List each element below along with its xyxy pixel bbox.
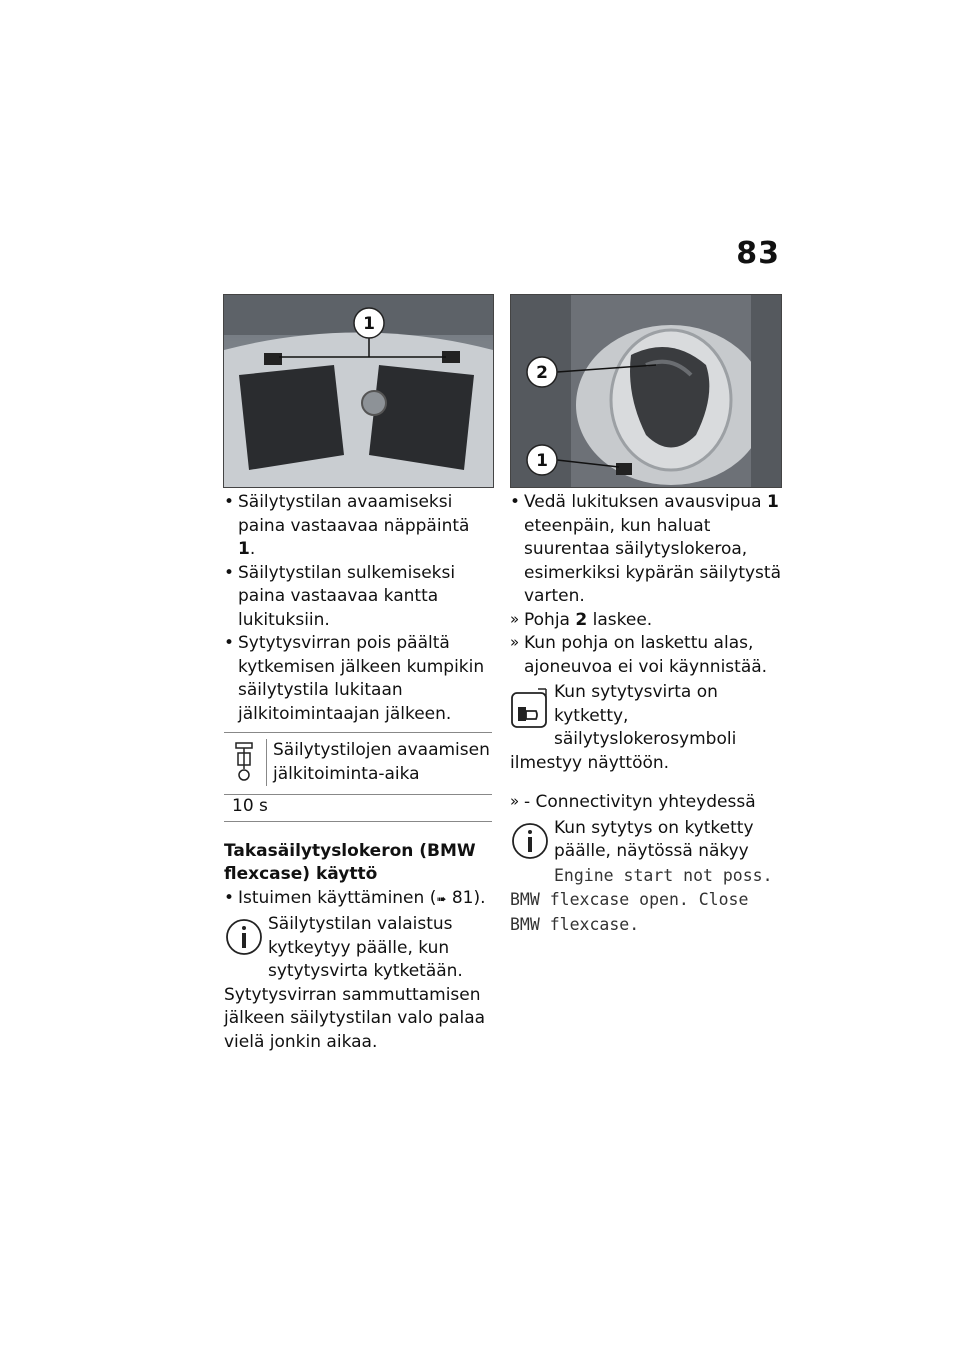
result-item: » Kun pohja on laskettu alas, ajoneuvoa ei voi käynnistää. — [510, 633, 768, 677]
list-item: • Vedä lukituksen avausvipua 1 eteenpäin, kun haluat suurentaa säilytyslokeroa, esimerkiksi kypärän säilytystä varten. — [510, 492, 781, 606]
bullet-icon: • — [224, 562, 235, 583]
section-title: Takasäilytyslokeron (BMW flexcase) käyttö — [224, 840, 476, 884]
result-arrow-icon: » — [510, 633, 520, 651]
photo-storage-buttons-illustration — [224, 295, 493, 487]
bullet-icon: • — [224, 492, 235, 512]
bullet-icon: • — [510, 492, 521, 512]
page-reference-link[interactable]: 81 — [451, 887, 474, 908]
page-number: 83 — [736, 236, 780, 271]
spec-value: 10 s — [224, 794, 492, 821]
bullet-icon: • — [224, 887, 235, 908]
result-item: » Pohja 2 laskee. — [510, 609, 653, 630]
figure-label: 1 — [536, 451, 548, 471]
info-icon — [510, 821, 550, 867]
figure-label: 2 — [536, 363, 548, 383]
figure-label: 1 — [363, 314, 375, 334]
list-item: • Sytytysvirran pois päältä kytkemisen jälkeen kumpikin säilytystila lukitaan jälkitoimintaajan jälkeen. — [224, 633, 485, 724]
flexcase-display-icon — [510, 685, 550, 731]
info-note: Kun sytytys on kytketty päälle, näytössä näkyy Engine start not poss. BMW flexcase open. Close BMW flexcase. — [510, 817, 773, 934]
photo-flexcase — [510, 294, 782, 488]
technical-data-icon — [224, 739, 266, 785]
paragraph: Sytytysvirran sammuttamisen jälkeen säilytystilan valo palaa vielä jonkin aikaa. — [224, 984, 486, 1052]
right-column — [510, 491, 782, 937]
spec-label: Säilytystilojen avaamisen jälkitoiminta-aika — [266, 739, 492, 786]
result-arrow-icon: » — [510, 609, 520, 628]
result-arrow-icon: » — [510, 792, 520, 810]
spec-table — [224, 732, 492, 822]
left-column — [224, 491, 492, 1054]
display-message: Engine start not poss. BMW flexcase open. Close BMW flexcase. — [510, 865, 773, 934]
list-item: • Säilytystilan avaamiseksi paina vastaavaa näppäintä 1. — [224, 492, 470, 559]
display-note: Kun sytytysvirta on kytketty, säilytyslokerosymboli ilmestyy näyttöön. — [510, 682, 737, 773]
photo-flexcase-illustration — [511, 295, 781, 487]
photo-storage-buttons — [223, 294, 494, 488]
list-item: • Säilytystilan sulkemiseksi paina vastaavaa kantta lukituksiin. — [224, 562, 456, 630]
page-ref-arrow-icon: ➠ — [436, 891, 447, 906]
info-icon — [224, 917, 264, 963]
info-note: Säilytystilan valaistus kytkeytyy päälle, kun sytytysvirta kytketään. — [224, 913, 492, 984]
list-item: • Istuimen käyttäminen (➠ 81). — [224, 887, 492, 912]
result-item: » - Connectivityn yhteydessä — [510, 792, 756, 812]
bullet-icon: • — [224, 633, 235, 653]
